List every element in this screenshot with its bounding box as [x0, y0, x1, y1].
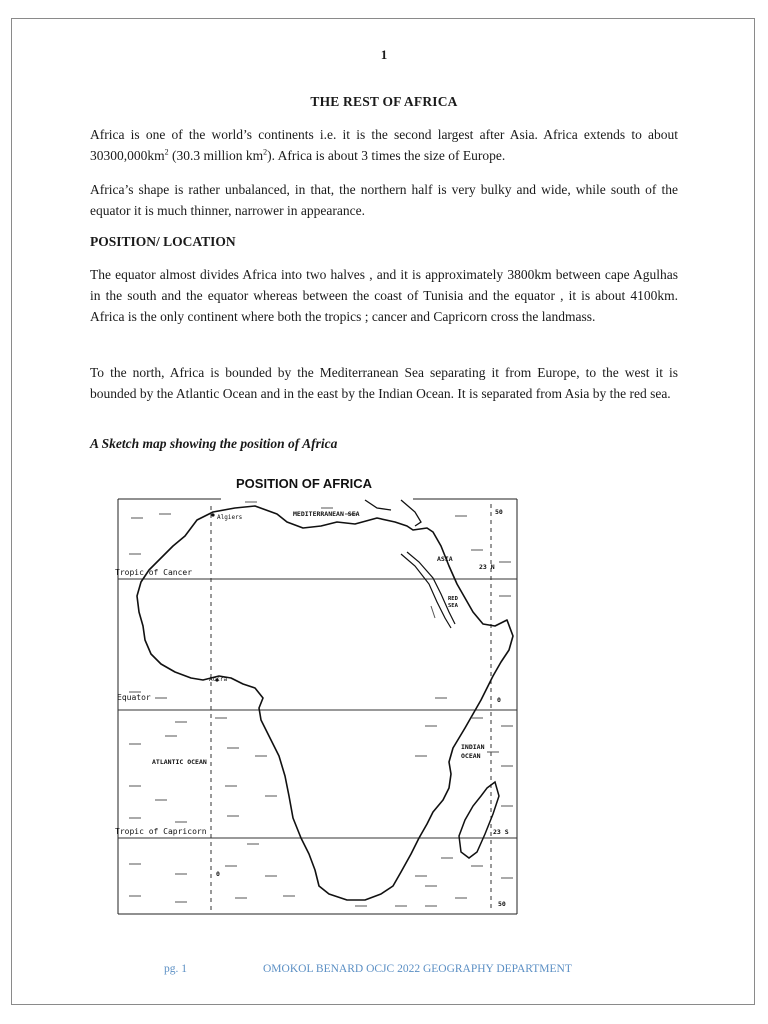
map-caption: A Sketch map showing the position of Africa	[90, 436, 338, 451]
map-title: POSITION OF AFRICA	[236, 476, 373, 491]
label-tropic-cancer: Tropic of Cancer	[115, 568, 193, 577]
document-title: THE REST OF AFRICA	[310, 94, 458, 109]
footer-text: OMOKOL BENARD OCJC 2022 GEOGRAPHY DEPARTMENT	[263, 963, 572, 975]
paragraph-shape: Africa’s shape is rather unbalanced, in that, the northern half is very bulky and wide, while south of the equator it is much thinner, narrower in appearance.	[90, 182, 678, 218]
label-red-sea-1: RED	[448, 596, 458, 602]
label-indian-1: INDIAN	[461, 743, 485, 751]
algiers-dot	[211, 513, 214, 516]
heading-position: POSITION/ LOCATION	[90, 234, 236, 249]
paragraph-intro	[90, 124, 678, 166]
footer-page: pg. 1	[164, 963, 187, 975]
label-lat-bottom: 50	[498, 900, 506, 908]
label-lat-0: 0	[497, 696, 501, 704]
label-asia: ASIA	[437, 555, 453, 563]
label-lat-top: 50	[495, 508, 503, 516]
label-accra: Accra	[209, 676, 228, 683]
intro-text-c: ). Africa is about 3 times the size of Europe.	[267, 148, 506, 163]
label-atlantic: ATLANTIC OCEAN	[152, 758, 207, 766]
intro-text-b: (30.3 million km	[168, 148, 264, 163]
superscript-2b: 2	[263, 147, 268, 157]
label-lat-23n: 23 N	[479, 563, 495, 571]
label-indian-2: OCEAN	[461, 752, 481, 760]
intro-text-a: Africa is one of the world’s continents i.e. it is the second largest after Asia. Africa extends to about 30300,000km	[90, 127, 678, 163]
africa-sketch-map	[115, 466, 521, 918]
label-lat-23s: 23 S	[493, 828, 509, 836]
paragraph-bounds: To the north, Africa is bounded by the Mediterranean Sea separating it from Europe, to the west it is bounded by the Atlantic Ocean and in the east by the Indian Ocean. It is separated from Asia by the red sea.	[90, 365, 678, 401]
label-algiers: Algiers	[217, 514, 243, 521]
paragraph-equator: The equator almost divides Africa into two halves , and it is approximately 3800km between cape Agulhas in the south and the equator whereas between the coast of Tunisia and the equator , it is about 4100km. Africa is the only continent where both the tropics ; cancer and Capricorn cross the landmass.	[90, 267, 678, 324]
label-lon-0: 0	[216, 870, 220, 878]
label-tropic-capricorn: Tropic of Capricorn	[115, 827, 207, 836]
superscript-2a: 2	[164, 147, 169, 157]
label-equator: Equator	[117, 693, 151, 702]
label-red-sea-2: SEA	[448, 603, 458, 609]
page-number: 1	[380, 47, 388, 62]
label-mediterranean: MEDITERRANEAN SEA	[293, 510, 360, 518]
